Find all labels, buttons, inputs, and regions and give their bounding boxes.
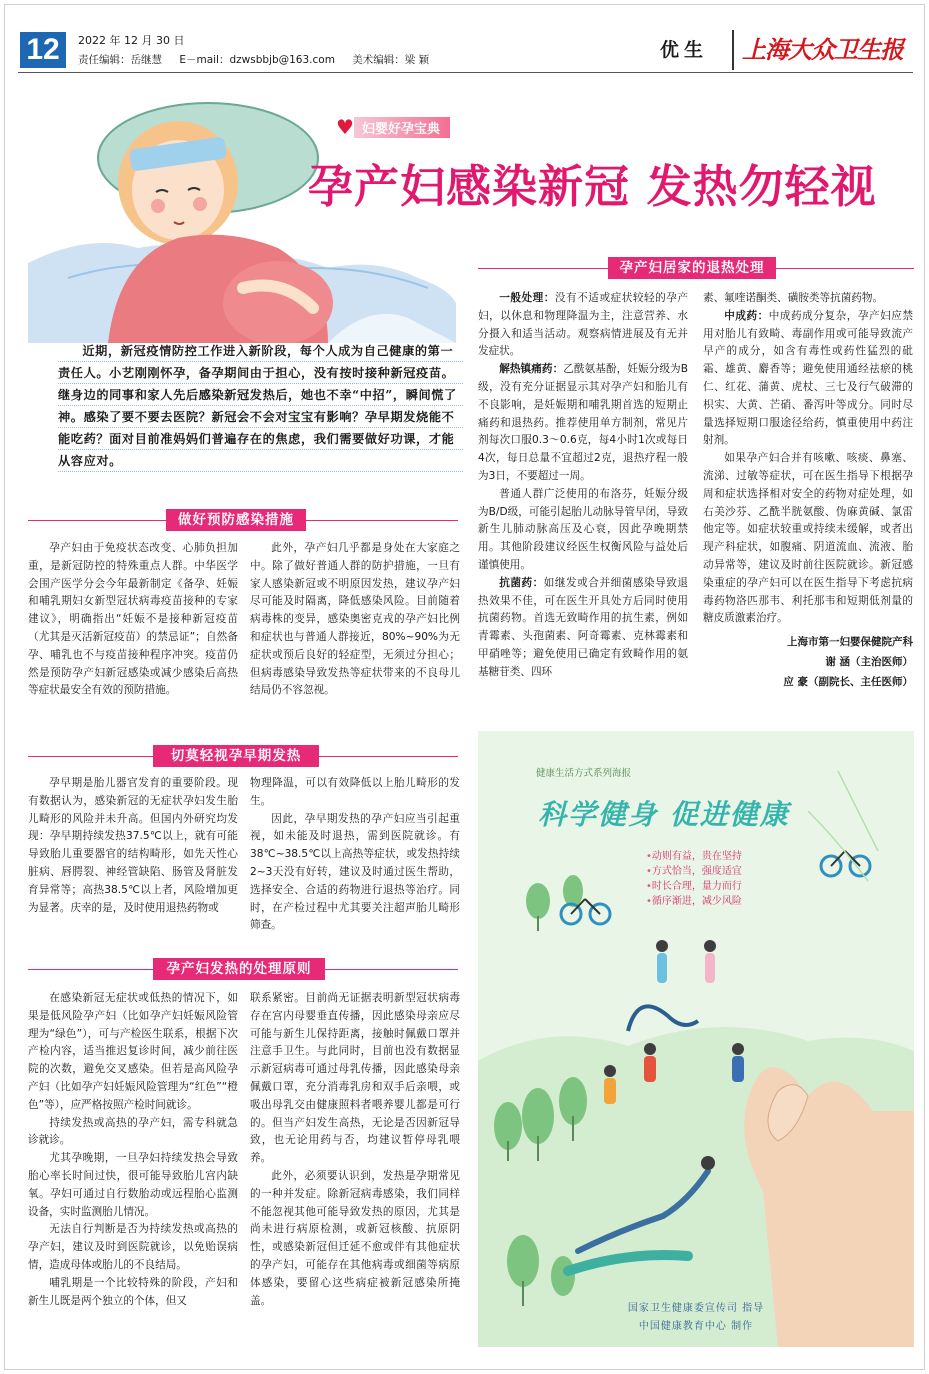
poster-series: 健康生活方式系列海报 bbox=[536, 768, 632, 779]
poster-bullet: • 动则有益，贵在坚持 bbox=[646, 849, 742, 864]
para-text: 素、氟喹诺酮类、磺胺类等抗菌药物。 bbox=[703, 292, 884, 304]
poster-credit: 中国健康教育中心 制作 bbox=[638, 1321, 754, 1332]
home-col1 bbox=[478, 290, 688, 682]
art-editor: 美术编辑：梁 颖 bbox=[352, 54, 430, 66]
para-lead: 一般处理： bbox=[499, 292, 555, 304]
lead-guide bbox=[58, 427, 463, 428]
principles-col1 bbox=[28, 990, 238, 1310]
section-title-prevention: 做好预防感染措施 bbox=[166, 509, 306, 531]
poster-bullet: • 方式恰当，强度适宜 bbox=[646, 864, 742, 879]
editor-line bbox=[78, 52, 443, 67]
poster-title: 科学健身 促进健康 bbox=[538, 798, 790, 831]
paragraph: 此外，必须要认识到，发热是孕期常见的一种并发症。除新冠病毒感染，我们同样不能忽视其他可能导致发热的原因，尤其是尚未进行病原检测，或新冠核酸、抗原阴性，或感染新冠但迁延不愈或伴有其他症状的孕产妇，可能存在其他病毒或细菌等病原体感染，要留心这些病症被新冠感染所掩盖。 bbox=[250, 1169, 460, 1307]
poster-bullet: • 时长合理，量力而行 bbox=[646, 879, 742, 894]
lead-guide bbox=[58, 383, 463, 384]
author-signature bbox=[703, 632, 913, 692]
lead-guide bbox=[58, 361, 463, 362]
lead-paragraph: 近期，新冠疫情防控工作进入新阶段，每个人成为自己健康的第一责任人。小艺刚刚怀孕，备孕期间由于担心，没有按时接种新冠疫苗。继身边的同事和家人先后感染新冠发热后，她也不幸“中招”，瞬间慌了神。感染了要不要去医院？新冠会不会对宝宝有影响？孕早期发烧能不能吃药？面对目前准妈妈们普遍存在的焦虑，我们需要做好功课，才能从容应对。 bbox=[58, 344, 457, 468]
paragraph: 孕早期是胎儿器官发育的重要阶段。现有数据认为，感染新冠的无症状孕妇发生胎儿畸形的风险并未升高。但国内外研究均发现：孕早期持续发热37.5℃以上，就有可能导致胎儿重要器官的结构畸形，如先天性心脏病、唇腭裂、神经管缺陷、肠管及肾脏发育异常等；高热38.5℃以上者，风险增加更为显著。庆幸的是，及时使用退热药物或 bbox=[28, 777, 238, 914]
signature-line: 上海市第一妇婴保健院产科 bbox=[787, 636, 913, 649]
paragraph: 无法自行判断是否为持续发热或高热的孕产妇，建议及时到医院就诊，以免贻误病情，造成母体或胎儿的不良结局。 bbox=[28, 1223, 238, 1271]
poster-bullets bbox=[646, 849, 742, 909]
section-title-principles: 孕产妇发热的处理原则 bbox=[153, 958, 325, 980]
para-lead: 中成药： bbox=[724, 309, 769, 322]
lead-guide bbox=[58, 471, 463, 472]
prevention-col2 bbox=[250, 540, 460, 700]
para-text: 没有不适或症状较轻的孕产妇，以休息和物理降温为主，注意营养、水分摄入和适当活动。观察病情进展及有无并发症状。 bbox=[478, 292, 689, 358]
signature-line: 应 豪（副院长、主任医师） bbox=[783, 676, 913, 689]
paragraph bbox=[478, 575, 688, 682]
early-col2 bbox=[250, 775, 460, 935]
paragraph bbox=[703, 308, 913, 450]
heart-icon: ♥ bbox=[336, 115, 354, 139]
headline: 孕产妇感染新冠 发热勿轻视 bbox=[308, 160, 877, 213]
editor: 责任编辑：岳继慧 bbox=[78, 54, 162, 66]
principles-col2 bbox=[250, 990, 460, 1310]
para-text: 如果孕产妇合并有咳嗽、咳痰、鼻塞、流涕、过敏等症状，可在医生指导下根据孕周和症状选择相对安全的药物对症处理，如右美沙芬、乙酰半胱氨酸、伪麻黄碱、氯雷他定等。如症状较重或持续未缓解，或者出现产科症状，如腹痛、阴道流血、流液、胎动异常等，建议及时前往医院就诊。新冠感染重症的孕产妇可以在医生指导下考虑抗病毒药物洛匹那韦、利托那韦和短期低剂量的糖皮质激素治疗。 bbox=[703, 452, 913, 625]
lead-guide bbox=[58, 449, 463, 450]
para-text: 中成药成分复杂，孕产妇应禁用对胎儿有致畸、毒副作用或可能导致流产早产的成分，如含有毒性或药性猛烈的砒霜、雄黄、麝香等；避免使用通经祛瘀的桃仁、红花、蒲黄、虎杖、三七及行气破滞的枳实、大黄、芒硝、番泻叶等成分。同时尽量选择短期口服途径给药，慎重使用中药注射剂。 bbox=[703, 309, 914, 447]
section-name: 优生 bbox=[660, 39, 709, 61]
para-lead: 解热镇痛药： bbox=[499, 363, 564, 376]
page-number: 12 bbox=[20, 32, 66, 68]
issue-date: 2022 年 12 月 30 日 bbox=[78, 34, 185, 47]
column-tag bbox=[336, 117, 450, 137]
para-lead: 抗菌药： bbox=[499, 576, 544, 589]
early-col1 bbox=[28, 775, 238, 917]
home-col2 bbox=[703, 290, 913, 692]
poster-bullet: • 循序渐进，减少风险 bbox=[646, 894, 742, 909]
para-text: 乙酰氨基酚，妊娠分级为B级，没有充分证据显示其对孕产妇和胎儿有不良影响，是妊娠期和哺乳期首选的短期止痛药和退热药。推荐使用单方制剂，常见片剂每次口服0.3～0.6克，每4小时1次或每日4次，每日总量不宜超过2克，退热疗程一般为3日，不要超过一周。 bbox=[478, 363, 688, 482]
section-title-early: 切莫轻视孕早期发热 bbox=[153, 745, 319, 767]
paragraph: 联系紧密。目前尚无证据表明新型冠状病毒存在宫内母婴垂直传播，因此感染母亲应尽可能与新生儿保持距离，接触时佩戴口罩并注意手卫生。与此同时，目前也没有数据显示新冠病毒可通过母乳传播，因此感染母亲佩戴口罩，充分消毒乳房和双手后亲喂，或吸出母乳交由健康照料者喂养婴儿都是可行的。但当产妇发生高热，无论是否因新冠导致，也无论用药与否，均建议暂停母乳喂养。 bbox=[250, 992, 460, 1165]
paragraph: 在感染新冠无症状或低热的情况下，如果是低风险孕产妇（比如孕产妇妊娠风险管理为“绿色”），可与产检医生联系，根据下次产检内容，适当推迟复诊时间，减少前往医院的次数，避免交叉感染。但若是高风险孕产妇（比如孕产妇妊娠风险管理为“红色”“橙色”等），应严格按照产检时间就诊。 bbox=[28, 992, 238, 1111]
masthead-divider bbox=[732, 30, 734, 70]
paragraph: 持续发热或高热的孕产妇，需专科就急诊就诊。 bbox=[28, 1116, 238, 1147]
paragraph bbox=[703, 450, 913, 628]
column-tag-label: 妇婴好孕宝典 bbox=[354, 117, 450, 138]
fitness-poster bbox=[478, 731, 914, 1347]
paragraph bbox=[478, 486, 688, 575]
prevention-col1 bbox=[28, 540, 238, 700]
para-text: 如继发或合并细菌感染导致退热效果不佳，可在医生开具处方后同时使用抗菌药物。首选无致畸作用的抗生素，例如青霉素、头孢菌素、阿奇霉素、克林霉素和甲硝唑等；避免使用已确定有致畸作用的氨基糖苷类、四环 bbox=[478, 576, 689, 678]
lead-guide bbox=[58, 405, 463, 406]
section-title-home: 孕产妇居家的退热处理 bbox=[608, 257, 776, 279]
signature-line: 谢 涵（主治医师） bbox=[825, 656, 913, 669]
paragraph bbox=[478, 361, 688, 486]
para-text: 普通人群广泛使用的布洛芬，妊娠分级为B/D级，可能引起胎儿动脉导管早闭，导致新生儿肺动脉高压及心衰，因此孕晚期禁用。其他阶段建议经医生权衡风险与益处后谨慎使用。 bbox=[478, 487, 688, 571]
paragraph: 尤其孕晚期，一旦孕妇持续发热会导致胎心率长时间过快，很可能导致胎儿宫内缺氧。孕妇可通过自行数胎动或远程胎心监测设备，实时监测胎儿情况。 bbox=[28, 1152, 238, 1218]
poster-credit: 国家卫生健康委宣传司 指导 bbox=[627, 1303, 765, 1314]
paragraph: 因此，孕早期发热的孕产妇应当引起重视，如未能及时退热，需到医院就诊。有38℃~38.5℃以上高热等症状，或发热持续2~3天没有好转，建议及时通过医生帮助，选择安全、合适的药物进行退热等治疗。同时，在产检过程中尤其要关注超声胎儿畸形筛查。 bbox=[250, 812, 460, 932]
email: E－mail：dzwsbbjb@163.com bbox=[179, 54, 335, 66]
paragraph: 物理降温，可以有效降低以上胎儿畸形的发生。 bbox=[250, 777, 460, 807]
paragraph bbox=[478, 290, 688, 361]
paragraph: 孕产妇由于免疫状态改变、心肺负担加重，是新冠防控的特殊重点人群。中华医学会围产医学分会今年最新制定《备孕、妊娠和哺乳期妇女新型冠状病毒疫苗接种的专家建议》，明确指出“妊娠不是接种新冠疫苗（尤其是灭活新冠疫苗）的禁忌证”；自然备孕、哺乳也不与疫苗接种程序冲突。疫苗仍然是预防孕产妇新冠感染或减少感染后高热等症状最安全有效的预防措施。 bbox=[28, 542, 238, 697]
paragraph: 此外，孕产妇几乎都是身处在大家庭之中。除了做好普通人群的防护措施，一旦有家人感染新冠或不明原因发热，建议孕产妇尽可能及时隔离，降低感染风险。目前随着病毒株的变异，感染奥密克戎的孕产妇比例和症状也与普通人群接近，80%~90%为无症状或预后良好的轻症型，无须过分担心；但病毒感染导致发热等症状带来的不良母儿结局仍不容忽视。 bbox=[250, 542, 460, 697]
paragraph: 哺乳期是一个比较特殊的阶段，产妇和新生儿既是两个独立的个体，但又 bbox=[28, 1276, 238, 1307]
paper-logo: 上海大众卫生报 bbox=[742, 35, 903, 64]
masthead-rule bbox=[18, 72, 913, 73]
paragraph bbox=[703, 290, 913, 308]
